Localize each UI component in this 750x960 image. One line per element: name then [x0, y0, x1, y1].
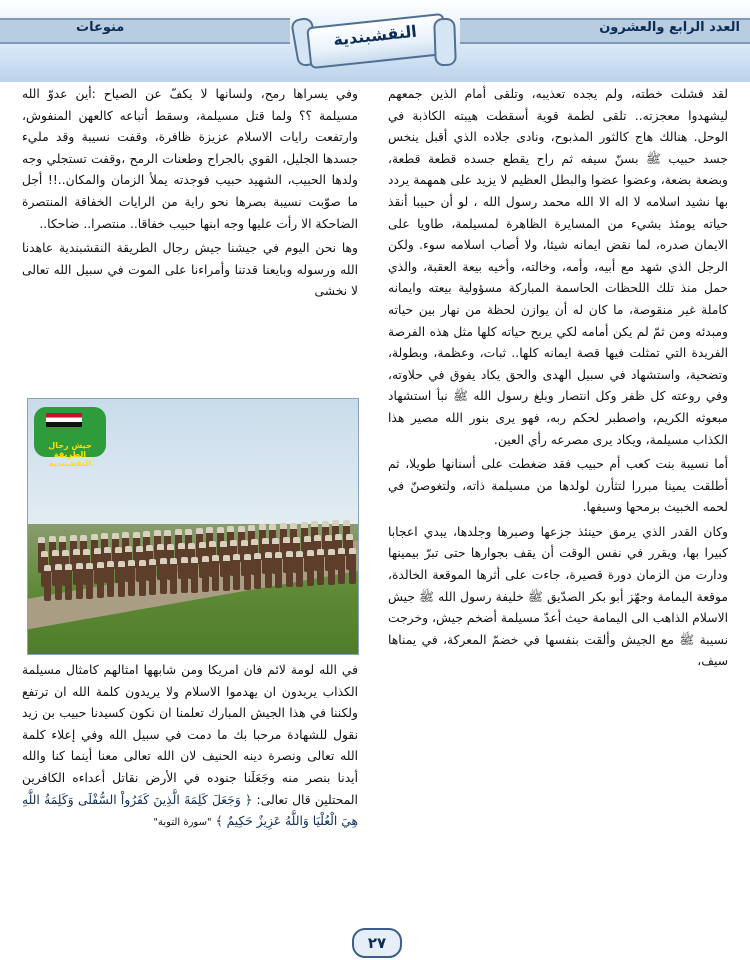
paragraph-text: في الله لومة لائم فان امريكا ومن شابهها امثالهم كامثال مسيلمة الكذاب يريدون ان يهدموا الاسلام ولا يريدون كلمة الله ان ترتفع ولكننا في هذا الجيش المبارك تعلمنا ان نكون كسيدنا حبيب بن زيد نقول للشهادة مرحبا بك ما دمت في سبيل الله وفي إعلاء كلمة الله تعالى ونصرة دينه الحنيف لان الله تعالى معنا أينما كنا والله أيدنا بنصر منه وجَعَلَنا جنوده في الأرض نقاتل أعداءه الكافرين المحتلين قال تعالى: — [22, 663, 358, 807]
soldier-figure — [328, 549, 335, 585]
soldier-figure — [107, 561, 114, 597]
soldier-figure — [128, 560, 135, 596]
soldier-figure — [86, 563, 93, 599]
army-photo — [27, 398, 359, 655]
soldier-figure — [160, 558, 167, 594]
soldier-figure — [149, 559, 156, 595]
soldier-figure — [202, 556, 209, 592]
title-scroll-banner — [290, 10, 460, 70]
section-label: منوعات — [76, 20, 125, 35]
soldier-figure — [286, 551, 293, 587]
soldier-figure — [317, 549, 324, 585]
article-column-right — [388, 84, 728, 924]
emblem-text: جيش رجال الطريقة النقشبندية — [48, 441, 92, 468]
paragraph: وها نحن اليوم في جيشنا جيش رجال الطريقة النقشبندية عاهدنا الله ورسوله وبايعنا قدتنا وأمراءنا على الموت في سبيل الله تعالى لا نخشى — [22, 241, 358, 299]
soldier-figure — [170, 558, 177, 594]
article-title: النقشبندية — [332, 21, 418, 50]
soldier-figure — [118, 561, 125, 597]
soldier-figure — [275, 552, 282, 588]
soldier-figure — [139, 560, 146, 596]
article-column-left-top — [22, 84, 358, 396]
soldier-figure — [76, 563, 83, 599]
paragraph — [22, 660, 358, 834]
verse-source: "سورة التوبة" — [153, 817, 212, 829]
soldier-formation — [38, 519, 358, 589]
soldier-figure — [181, 557, 188, 593]
paragraph: أما نسيبة بنت كعب أم حبيب فقد ضغطت على أسنانها طويلا، ثم أطلقت يمينا مبررا لتثأرن لولدها من مسيلمة ذاته، ولتغوصنّ في لحمه الخبيث برمحها وسيفها. — [388, 457, 728, 515]
soldier-figure — [349, 548, 356, 584]
soldier-figure — [212, 555, 219, 591]
header-band-left — [0, 18, 290, 44]
soldier-figure — [254, 553, 261, 589]
paragraph: وفي يسراها رمح، ولسانها لا يكفّ عن الصياح :أين عدوّ الله مسيلمة ؟؟ ولما قتل مسيلمة، وسقط أتباعه كالعهن المنفوش، وارتفعت رايات الاسلام عزيزة ظافرة، وقفت نسيبة وقد مليء جسدها الجليل، القوي بالجراح وطعنات الرمح ،وقفت تستجلي وجه ولدها الحبيب، الشهيد حبيب فوجدته يملأ الزمان والمكان..!! أجل ما صوّبت نسيبة بصرها نحو راية من الرايات الخفاقة المنتصرة الضاحكة الا رأت عليها وجه ابنها حبيب خفاقا.. منتصرا.. ضاحكا.. — [22, 87, 358, 231]
soldier-figure — [223, 555, 230, 591]
soldier-figure — [97, 562, 104, 598]
quran-verse: ﴿ وَجَعَلَ كَلِمَةَ الَّذِينَ كَفَرُواْ السُّفْلَى وَكَلِمَةُ اللَّهِ هِيَ الْعُلْيَا وَاللَّهُ عَزِيزٌ حَكِيمٌ ﴾ — [22, 792, 358, 829]
soldier-figure — [44, 565, 51, 601]
page-header — [0, 0, 750, 82]
soldier-figure — [191, 557, 198, 593]
soldier-figure — [55, 564, 62, 600]
soldier-figure — [265, 552, 272, 588]
page-number-badge: ٢٧ — [352, 928, 402, 958]
paragraph: وكان القدر الذي يرمق حينئذ جزعها وصبرها وجلدها، يبدي اعجابا كبيرا بها، ويقرر في نفس الوقت أن يقف بجوارها حتى تبرّ بيمينها ودارت من الزمان دورة قصيرة، جاءت على أثرها الموقعة الخالدة، موقعة اليمامة وجهّز أبو بكر الصدّيق ﷺ خليفة رسول الله ﷺ جيش الاسلام الذاهب الى اليمامة حيث أعدّ مسيلمة أضخم جيش، وخرجت نسيبة ﷺ مع الجيش وألقت بنفسها في خضمّ المعركة، في يمناها سيف، — [388, 524, 728, 669]
soldier-figure — [296, 551, 303, 587]
soldier-figure — [65, 564, 72, 600]
article-column-left-bottom — [22, 660, 358, 930]
soldier-figure — [338, 548, 345, 584]
army-emblem-logo — [34, 407, 106, 468]
soldier-figure — [244, 554, 251, 590]
soldier-figure — [307, 550, 314, 586]
soldier-figure — [233, 554, 240, 590]
issue-label: العدد الرابع والعشرون — [599, 20, 740, 35]
paragraph: لقد فشلت خطته، ولم يجده تعذيبه، وتلقى أمام الذين جمعهم ليشهدوا معجزته.. تلقى لطمة قوية أسقطت هيبته الكاذبة في الوحل. هنالك هاج كالثور المذبوح، ونادى جلاده الذي أقبل ينخس جسد حبيب ﷺ بسنّ سيفه ثم راح يقطع جسده قطعة قطعة، وبضعة بضعة، وعضوا عضوا والبطل العظيم لا يزيد على همهمة يردد بها نشيد اسلامه لا اله الا الله محمد رسول الله ، لو أن حبيبا أنقذ حياته يومئذ بشيء من المسايرة الظاهرة لمسيلمة، طاويا على الايمان صدره، لما نقض ايمانه شيئا، ولا أصاب اسلامه سوء. ولكن الرجل الذي شهد مع أبيه، وأمه، وخالته، وأخيه بيعة العقبة، والذي حمل منذ تلك اللحظات الحاسمة المباركة مسؤولية بيعته وايمانه كاملة غير منقوصة، ما كان له أن يوازن لحظة من نهار بين حياته ومبدئه ومن ثمّ لم يكن أمامه لكي يربح حياته كلها مثل هذه الفرصة الفريدة التي تمثلت فيها قصة ايمانه كلها.. ثبات، وعظمة، وبطولة، وتضحية، واستشهاد في سبيل الهدى والحق يكاد يفوق في حلاوته، وفي روعته كل ظفر وكل انتصار وبلغ رسول الله ﷺ نبأ استشهاد مبعوثه الكريم، واصطبر لحكم ربه، فهو يرى بنور الله مصير هذا الكذاب مسيلمة، ويكاد يرى مصرعه رأي العين. — [388, 87, 728, 447]
iraq-flag-icon — [46, 413, 82, 427]
